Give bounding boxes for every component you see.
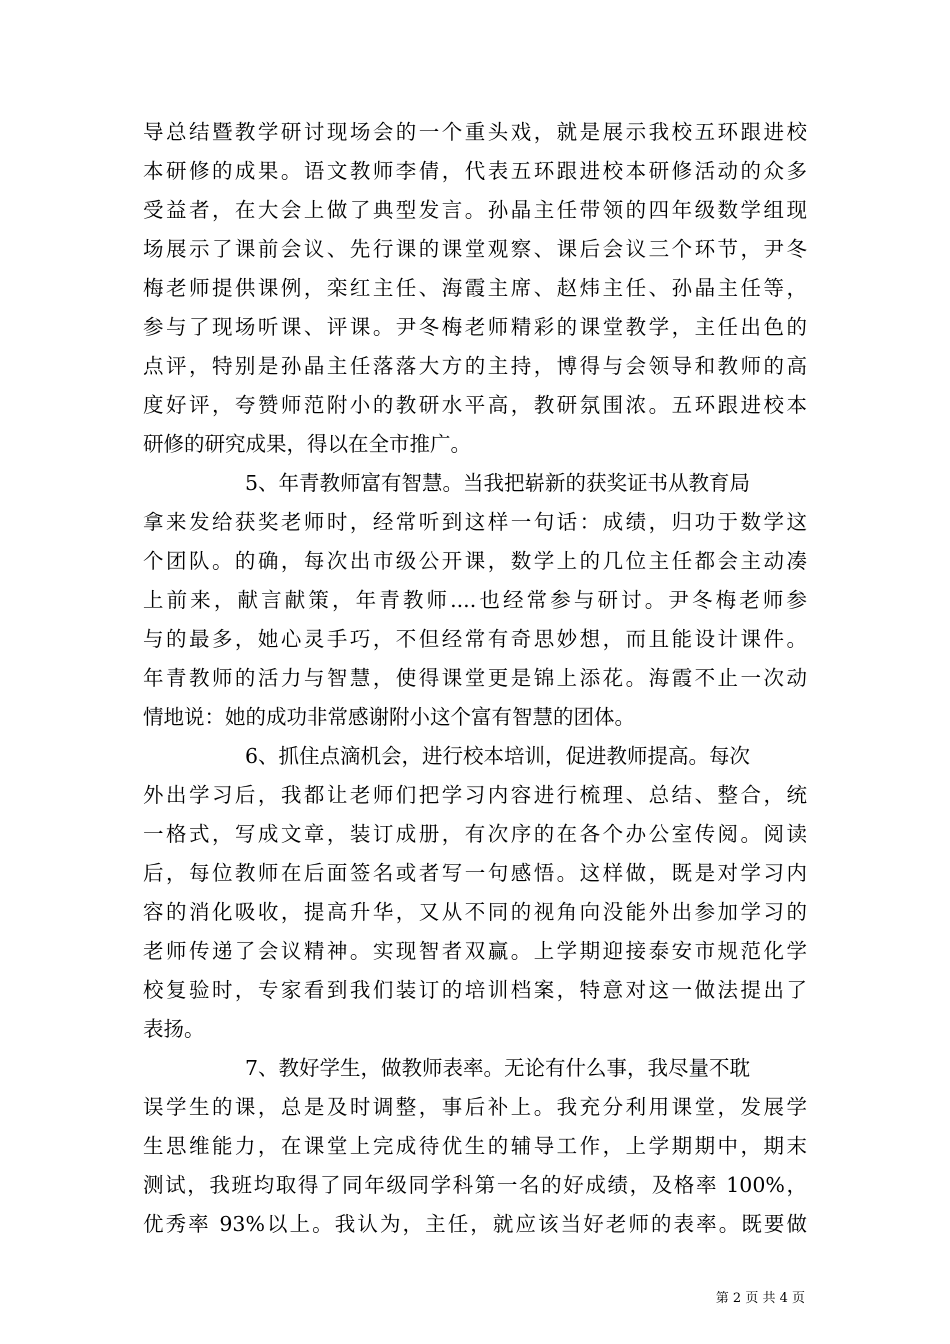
text-line: 校复验时，专家看到我们装订的培训档案，特意对这一做法提出了 [143, 978, 807, 1002]
text-line: 度好评，夸赞师范附小的教研水平高，教研氛围浓。五环跟进校本 [143, 393, 807, 417]
text-line: 5、年青教师富有智慧。当我把崭新的获奖证书从教育局 [245, 471, 751, 495]
text-line: 个团队。的确，每次出市级公开课，数学上的几位主任都会主动凑 [143, 549, 807, 573]
text-line: 生思维能力，在课堂上完成待优生的辅导工作，上学期期中，期末 [143, 1134, 807, 1158]
text-line: 测试，我班均取得了同年级同学科第一名的好成绩，及格率 100%， [143, 1173, 807, 1197]
text-line: 点评，特别是孙晶主任落落大方的主持，博得与会领导和教师的高 [143, 354, 807, 378]
text-line: 场展示了课前会议、先行课的课堂观察、课后会议三个环节，尹冬 [143, 237, 807, 261]
text-line: 梅老师提供课例，栾红主任、海霞主席、赵炜主任、孙晶主任等， [143, 276, 807, 300]
text-line: 本研修的成果。语文教师李倩，代表五环跟进校本研修活动的众多 [143, 159, 807, 183]
text-line: 年青教师的活力与智慧，使得课堂更是锦上添花。海霞不止一次动 [143, 666, 807, 690]
text-line: 外出学习后，我都让老师们把学习内容进行梳理、总结、整合，统 [143, 783, 807, 807]
text-line: 老师传递了会议精神。实现智者双赢。上学期迎接泰安市规范化学 [143, 939, 807, 963]
text-line: 与的最多，她心灵手巧，不但经常有奇思妙想，而且能设计课件。 [143, 627, 807, 651]
text-line: 情地说：她的成功非常感谢附小这个富有智慧的团体。 [143, 705, 635, 729]
document-body [143, 113, 807, 1244]
text-line: 拿来发给获奖老师时，经常听到这样一句话：成绩，归功于数学这 [143, 510, 807, 534]
text-line: 优秀率 93%以上。我认为，主任，就应该当好老师的表率。既要做 [143, 1212, 807, 1236]
text-line: 容的消化吸收，提高升华，又从不同的视角向没能外出参加学习的 [143, 900, 807, 924]
text-line: 导总结暨教学研讨现场会的一个重头戏，就是展示我校五环跟进校 [143, 120, 807, 144]
text-line: 表扬。 [143, 1017, 205, 1041]
text-line: 参与了现场听课、评课。尹冬梅老师精彩的课堂教学，主任出色的 [143, 315, 807, 339]
text-line: 一格式，写成文章，装订成册，有次序的在各个办公室传阅。阅读 [143, 822, 807, 846]
text-line: 误学生的课，总是及时调整，事后补上。我充分利用课堂，发展学 [143, 1095, 807, 1119]
text-line: 研修的研究成果，得以在全市推广。 [143, 432, 471, 456]
page-number-footer: 第 2 页 共 4 页 [715, 1291, 805, 1306]
text-line: 后，每位教师在后面签名或者写一句感悟。这样做，既是对学习内 [143, 861, 807, 885]
text-line: 上前来，献言献策，年青教师....也经常参与研讨。尹冬梅老师参 [143, 588, 807, 612]
text-line: 7、教好学生，做教师表率。无论有什么事，我尽量不耽 [245, 1056, 751, 1080]
text-line: 受益者，在大会上做了典型发言。孙晶主任带领的四年级数学组现 [143, 198, 807, 222]
text-line: 6、抓住点滴机会，进行校本培训，促进教师提高。每次 [245, 744, 751, 768]
